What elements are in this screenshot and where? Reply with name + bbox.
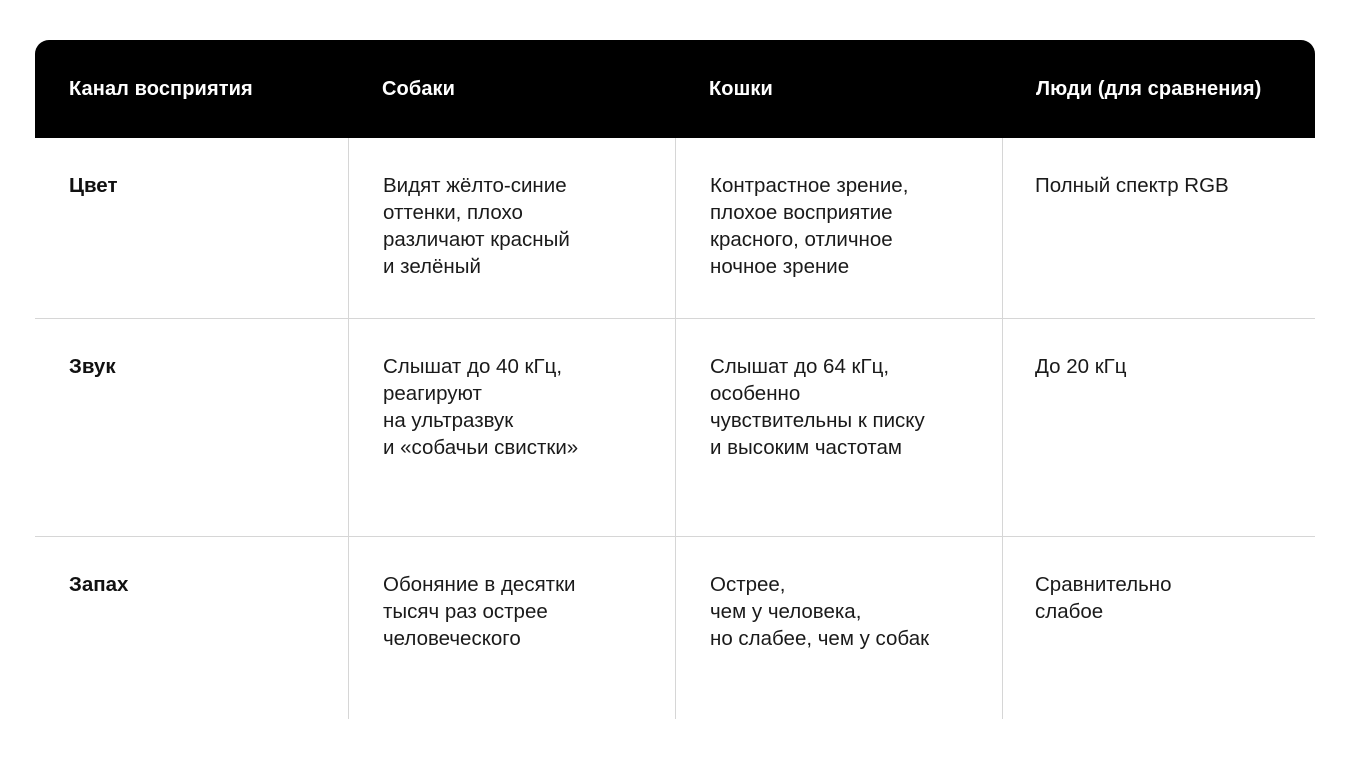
cell-humans: До 20 кГц (1002, 319, 1315, 536)
header-dogs: Собаки (382, 77, 456, 100)
comparison-table (35, 40, 1315, 719)
table-row (35, 319, 1315, 537)
cell-dogs: Обоняние в десятки тысяч раз острее человеческого (348, 537, 675, 719)
row-channel-label: Звук (69, 355, 116, 378)
cell-cats: Контрастное зрение, плохое восприятие красного, отличное ночное зрение (675, 138, 1002, 318)
row-channel-label: Цвет (69, 174, 118, 197)
cell-cats: Слышат до 64 кГц, особенно чувствительны к писку и высоким частотам (675, 319, 1002, 536)
header-humans: Люди (для сравнения) (1036, 77, 1262, 100)
table-header (35, 40, 1315, 138)
header-cats: Кошки (709, 77, 773, 100)
cell-cats: Острее, чем у человека, но слабее, чем у собак (675, 537, 1002, 719)
table-row (35, 537, 1315, 719)
cell-humans: Полный спектр RGB (1002, 138, 1315, 318)
cell-humans: Сравнительно слабое (1002, 537, 1315, 719)
header-channel: Канал восприятия (69, 77, 253, 100)
cell-dogs: Видят жёлто-синие оттенки, плохо различают красный и зелёный (348, 138, 675, 318)
cell-dogs: Слышат до 40 кГц, реагируют на ультразвук и «собачьи свистки» (348, 319, 675, 536)
table-row (35, 138, 1315, 319)
row-channel-label: Запах (69, 573, 129, 596)
